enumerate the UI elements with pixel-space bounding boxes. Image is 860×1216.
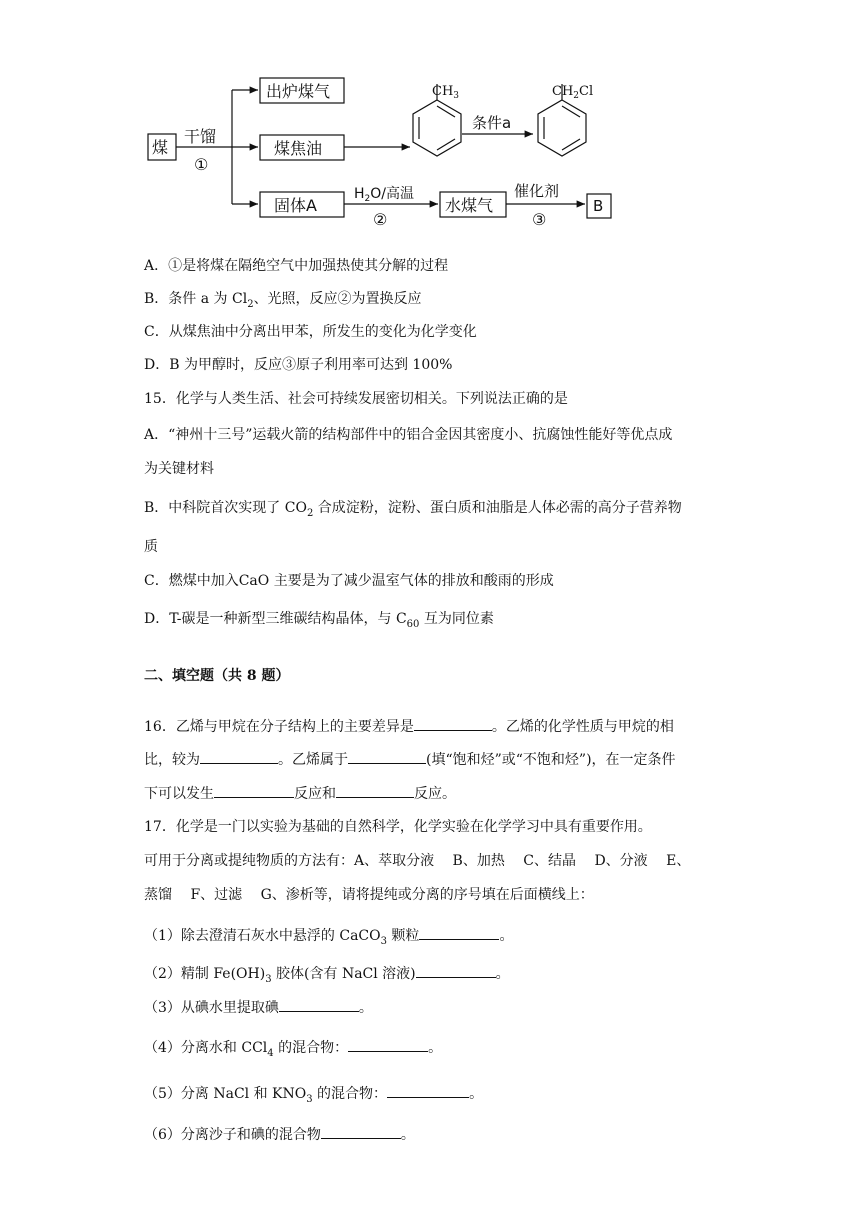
answer-blank[interactable] xyxy=(348,1037,428,1052)
toluene-ring xyxy=(413,100,461,156)
q17-sub4: （4）分离水和 CCl$_4$ 的混合物： 。 xyxy=(144,1037,442,1057)
q17-sub3: （3）从碘水里提取碘 。 xyxy=(144,997,373,1017)
q15-option-a-line1: A．“神州十三号”运载火箭的结构部件中的铝合金因其密度小、抗腐蚀性能好等优点成 xyxy=(144,427,673,443)
q16-line1: 16．乙烯与甲烷在分子结构上的主要差异是 。乙烯的化学性质与甲烷的相 xyxy=(144,716,674,736)
section-2-heading: 二、填空题（共 8 题） xyxy=(144,668,290,684)
q17-sub6: （6）分离沙子和碘的混合物 。 xyxy=(144,1124,415,1144)
answer-blank[interactable] xyxy=(387,1083,469,1098)
step-3-number: ③ xyxy=(532,210,547,229)
q17-sub5: （5）分离 NaCl 和 $KNO_3$ 的混合物： 。 xyxy=(144,1083,483,1103)
coal-label: 煤 xyxy=(152,138,169,157)
q17-stem: 17．化学是一门以实验为基础的自然科学，化学实验在化学学习中具有重要作用。 xyxy=(144,819,652,835)
answer-blank[interactable] xyxy=(419,925,499,940)
chloromethyl-label: $CH_2Cl$ xyxy=(552,84,594,101)
q17-methods-line2: 蒸馏 F、过滤 G、渗析等，请将提纯或分离的序号填在后面横线上： xyxy=(144,887,594,903)
q14-option-d: D．B 为甲醇时，反应③原子利用率可达到 100% xyxy=(144,357,453,373)
solid-a-label: 固体A xyxy=(274,196,317,215)
q15-option-b-line1: B．中科院首次实现了 $CO_2$ 合成淀粉，淀粉、蛋白质和油脂是人体必需的高分子营养物 xyxy=(144,500,682,519)
q17-sub1: （1）除去澄清石灰水中悬浮的 CaCO$_3$ 颗粒 。 xyxy=(144,925,513,945)
coal-processing-diagram xyxy=(140,70,640,230)
coal-tar-label: 煤焦油 xyxy=(274,139,323,158)
answer-blank[interactable] xyxy=(336,783,414,798)
condition-a-label: 条件a xyxy=(472,114,512,132)
q15-option-d: D．T-碳是一种新型三维碳结构晶体，与 $C_{60}$ 互为同位素 xyxy=(144,611,494,630)
answer-blank[interactable] xyxy=(279,997,359,1012)
methyl-label: $CH_3$ xyxy=(432,84,460,101)
answer-blank[interactable] xyxy=(414,716,492,731)
answer-blank[interactable] xyxy=(416,963,496,978)
answer-blank[interactable] xyxy=(214,783,294,798)
answer-blank[interactable] xyxy=(321,1124,401,1139)
q15-option-c: C．燃煤中加入CaO 主要是为了减少温室气体的排放和酸雨的形成 xyxy=(144,573,554,589)
product-b-label: B xyxy=(593,197,604,215)
dry-distillation-label: 干馏 xyxy=(184,127,217,146)
q14-option-b: B．条件 a 为 $Cl_2$、光照，反应②为置换反应 xyxy=(144,291,422,310)
step-1-number: ① xyxy=(194,155,209,174)
answer-blank[interactable] xyxy=(348,749,426,764)
water-gas-label: 水煤气 xyxy=(445,196,494,215)
q15-option-a-line2: 为关键材料 xyxy=(144,461,214,477)
answer-blank[interactable] xyxy=(200,749,278,764)
benzyl-chloride-ring xyxy=(538,100,586,156)
q15-option-b-line2: 质 xyxy=(144,539,158,555)
step-2-number: ② xyxy=(373,210,388,229)
q15-stem: 15．化学与人类生活、社会可持续发展密切相关。下列说法正确的是 xyxy=(144,391,568,407)
q14-option-a: A．①是将煤在隔绝空气中加强热使其分解的过程 xyxy=(144,258,449,274)
q14-option-c: C．从煤焦油中分离出甲苯，所发生的变化为化学变化 xyxy=(144,324,477,340)
h2o-high-temp-label: $H_2O/$高温 xyxy=(354,186,415,204)
q16-line2: 比，较为 。乙烯属于 (填“饱和烃”或“不饱和烃”)，在一定条件 xyxy=(144,749,676,769)
q16-line3: 下可以发生 反应和 反应。 xyxy=(144,783,456,803)
catalyst-label: 催化剂 xyxy=(514,182,560,200)
q17-methods-line1: 可用于分离或提纯物质的方法有：A、萃取分液 B、加热 C、结晶 D、分液 E、 xyxy=(144,853,691,869)
q17-sub2: （2）精制 $Fe(OH)_3$ 胶体(含有 NaCl 溶液) 。 xyxy=(144,963,510,983)
coal-gas-label: 出炉煤气 xyxy=(266,82,331,101)
